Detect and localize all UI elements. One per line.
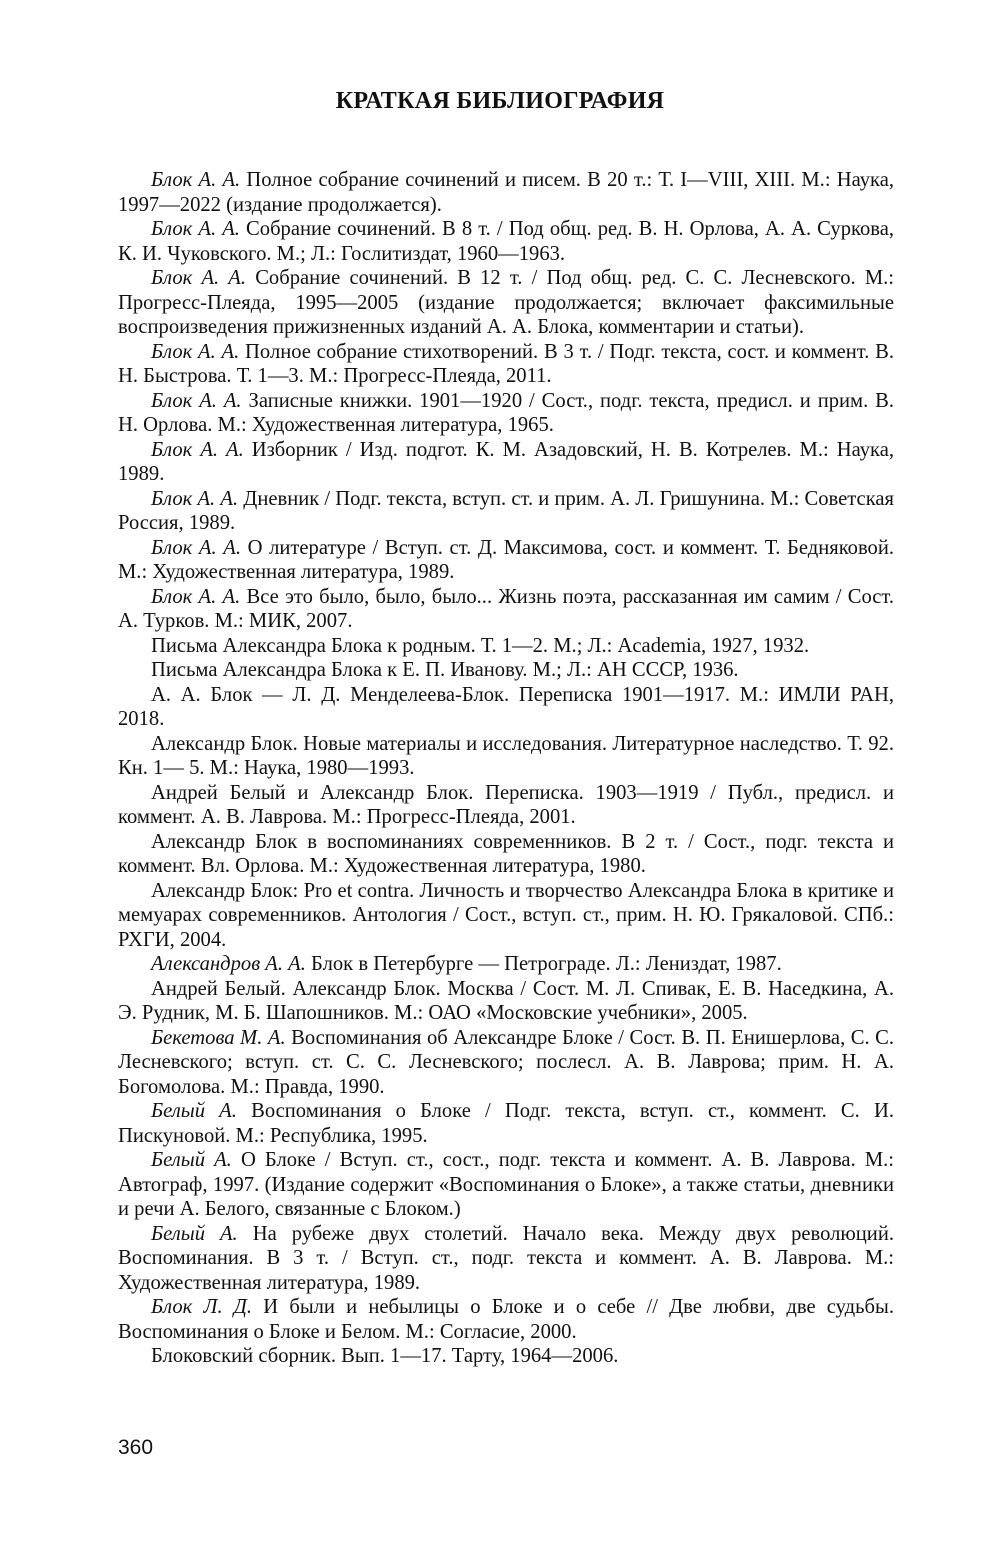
entry-text: Полное собрание сочинений и писем. В 20 т.: Т. I—VIII, XIII. М.: Наука, 1997—2022 (издание продолжается). — [118, 169, 894, 216]
entry-text: Андрей Белый и Александр Блок. Переписка. 1903—1919 / Публ., предисл. и коммент. А. В. Лаврова. М.: Прогресс-Плеяда, 2001. — [118, 781, 894, 828]
entry-author: Блок А. А. — [151, 487, 239, 510]
entry-author: Блок А. А. — [151, 536, 241, 559]
entry-text: Блок в Петербурге — Петрограде. Л.: Лениздат, 1987. — [311, 953, 782, 975]
bibliography-entry — [118, 1026, 894, 1100]
bibliography-entry — [118, 879, 894, 953]
bibliography-entry — [118, 952, 894, 977]
bibliography-entry — [118, 1344, 894, 1369]
entry-text: Все это было, было, было... Жизнь поэта, рассказанная им самим / Сост. А. Турков. М.: МИК, 2007. — [118, 585, 894, 632]
bibliography-entry — [118, 634, 894, 659]
bibliography-entry — [118, 340, 894, 389]
entry-author: Блок А. А. — [151, 218, 240, 240]
bibliography-entry — [118, 438, 894, 487]
bibliography-entry — [118, 1099, 894, 1148]
entry-text: О Блоке / Вступ. ст., сост., подг. текста и коммент. А. В. Лаврова. М.: Автограф, 1997. (Издание содержит «Воспоминания о Блоке», а также статьи, дневники и речи А. Белого, связанные с Блоком.) — [118, 1149, 894, 1220]
entry-author: Блок А. А. — [151, 267, 247, 289]
entry-text: Дневник / Подг. текста, вступ. ст. и прим. А. Л. Гришунина. М.: Советская Россия, 1989. — [118, 487, 895, 534]
entry-author: Блок Л. Д. — [151, 1296, 253, 1318]
entry-text: О литературе / Вступ. ст. Д. Максимова, сост. и коммент. Т. Бедняковой. М.: Художественная литература, 1989. — [118, 536, 895, 583]
entry-text: Полное собрание стихотворений. В 3 т. / Подг. текста, сост. и коммент. В. Н. Быстрова. Т. 1—3. М.: Прогресс-Плеяда, 2011. — [118, 340, 895, 387]
entry-text: Письма Александра Блока к Е. П. Иванову. М.; Л.: АН СССР, 1936. — [151, 659, 739, 681]
bibliography-entry — [118, 487, 894, 536]
bibliography-entry — [118, 781, 894, 830]
bibliography-entry — [118, 1148, 894, 1222]
bibliography-entry — [118, 732, 894, 781]
bibliography-entry — [118, 585, 894, 634]
entry-text: Записные книжки. 1901—1920 / Сост., подг. текста, предисл. и прим. В. Н. Орлова. М.: Художественная литература, 1965. — [118, 389, 895, 436]
entry-text: И были и небылицы о Блоке и о себе // Две любви, две судьбы. Воспоминания о Блоке и Белом. М.: Согласие, 2000. — [118, 1296, 894, 1343]
entry-author: Блок А. А. — [151, 585, 241, 608]
bibliography-entry — [118, 1222, 894, 1296]
entry-text: Александр Блок в воспоминаниях современников. В 2 т. / Сост., подг. текста и коммент. Вл. Орлова. М.: Художественная литература, 1980. — [118, 830, 894, 877]
bibliography-entry — [118, 168, 894, 217]
bibliography-entry — [118, 536, 894, 585]
bibliography-entry — [118, 977, 894, 1026]
bibliography-entry — [118, 266, 894, 340]
bibliography-entry — [118, 830, 894, 879]
entry-author: Блок А. А. — [151, 438, 244, 461]
entry-text: Письма Александра Блока к родным. Т. 1—2. М.; Л.: Academia, 1927, 1932. — [151, 634, 810, 657]
entry-author: Блок А. А. — [151, 169, 241, 191]
page-number: 360 — [118, 1436, 154, 1459]
entry-text: Александр Блок. Новые материалы и исследования. Литературное наследство. Т. 92. Кн. 1— 5. М.: Наука, 1980—1993. — [118, 732, 894, 779]
bibliography-entry — [118, 217, 894, 266]
bibliography-entry — [118, 1295, 894, 1344]
entry-author: Блок А. А. — [151, 389, 242, 412]
bibliography-entry — [118, 683, 894, 732]
entry-author: Белый А. — [151, 1222, 238, 1245]
entry-text: Александр Блок: Pro et contra. Личность и творчество Александра Блока в критике и мемуарах современников. Антология / Сост., вступ. ст., прим. Н. Ю. Грякаловой. СПб.: РХГИ, 2004. — [118, 879, 894, 951]
page-title: КРАТКАЯ БИБЛИОГРАФИЯ — [335, 88, 665, 114]
entry-text: Блоковский сборник. Вып. 1—17. Тарту, 1964—2006. — [151, 1345, 619, 1367]
entry-author: Белый А. — [151, 1100, 237, 1122]
entry-text: Воспоминания о Блоке / Подг. текста, вступ. ст., коммент. С. И. Пискуновой. М.: Республика, 1995. — [118, 1100, 895, 1147]
entry-text: На рубеже двух столетий. Начало века. Между двух революций. Воспоминания. В 3 т. / Вступ. ст., подг. текста и коммент. А. В. Лаврова. М.: Художественная литература, 1989. — [118, 1222, 894, 1294]
entry-text: Воспоминания об Александре Блоке / Сост. В. П. Енишерлова, С. С. Лесневского; вступ. ст. С. С. Лесневского; послесл. А. В. Лаврова; прим. Н. А. Богомолова. М.: Правда, 1990. — [118, 1026, 895, 1098]
bibliography-list — [118, 168, 894, 1369]
entry-author: Александров А. А. — [151, 953, 306, 975]
bibliography-entry — [118, 389, 894, 438]
entry-text: Собрание сочинений. В 12 т. / Под общ. ред. С. С. Лесневского. М.: Прогресс-Плеяда, 1995—2005 (издание продолжается; включает факсимильные воспроизведения прижизненных изданий А. А. Блока, комментарии и статьи). — [118, 267, 895, 338]
entry-text: А. А. Блок — Л. Д. Менделеева-Блок. Переписка 1901—1917. М.: ИМЛИ РАН, 2018. — [118, 683, 894, 730]
entry-text: Изборник / Изд. подгот. К. М. Азадовский, Н. В. Котрелев. М.: Наука, 1989. — [118, 438, 894, 485]
entry-author: Белый А. — [151, 1149, 232, 1171]
entry-author: Блок А. А. — [151, 340, 240, 363]
entry-author: Бекетова М. А. — [151, 1026, 286, 1049]
entry-text: Андрей Белый. Александр Блок. Москва / Сост. М. Л. Спивак, Е. В. Наседкина, А. Э. Рудник, М. Б. Шапошников. М.: ОАО «Московские учебники», 2005. — [118, 977, 894, 1024]
bibliography-entry — [118, 658, 894, 683]
entry-text: Собрание сочинений. В 8 т. / Под общ. ред. В. Н. Орлова, А. А. Суркова, К. И. Чуковского. М.; Л.: Гослитиздат, 1960—1963. — [118, 218, 894, 265]
